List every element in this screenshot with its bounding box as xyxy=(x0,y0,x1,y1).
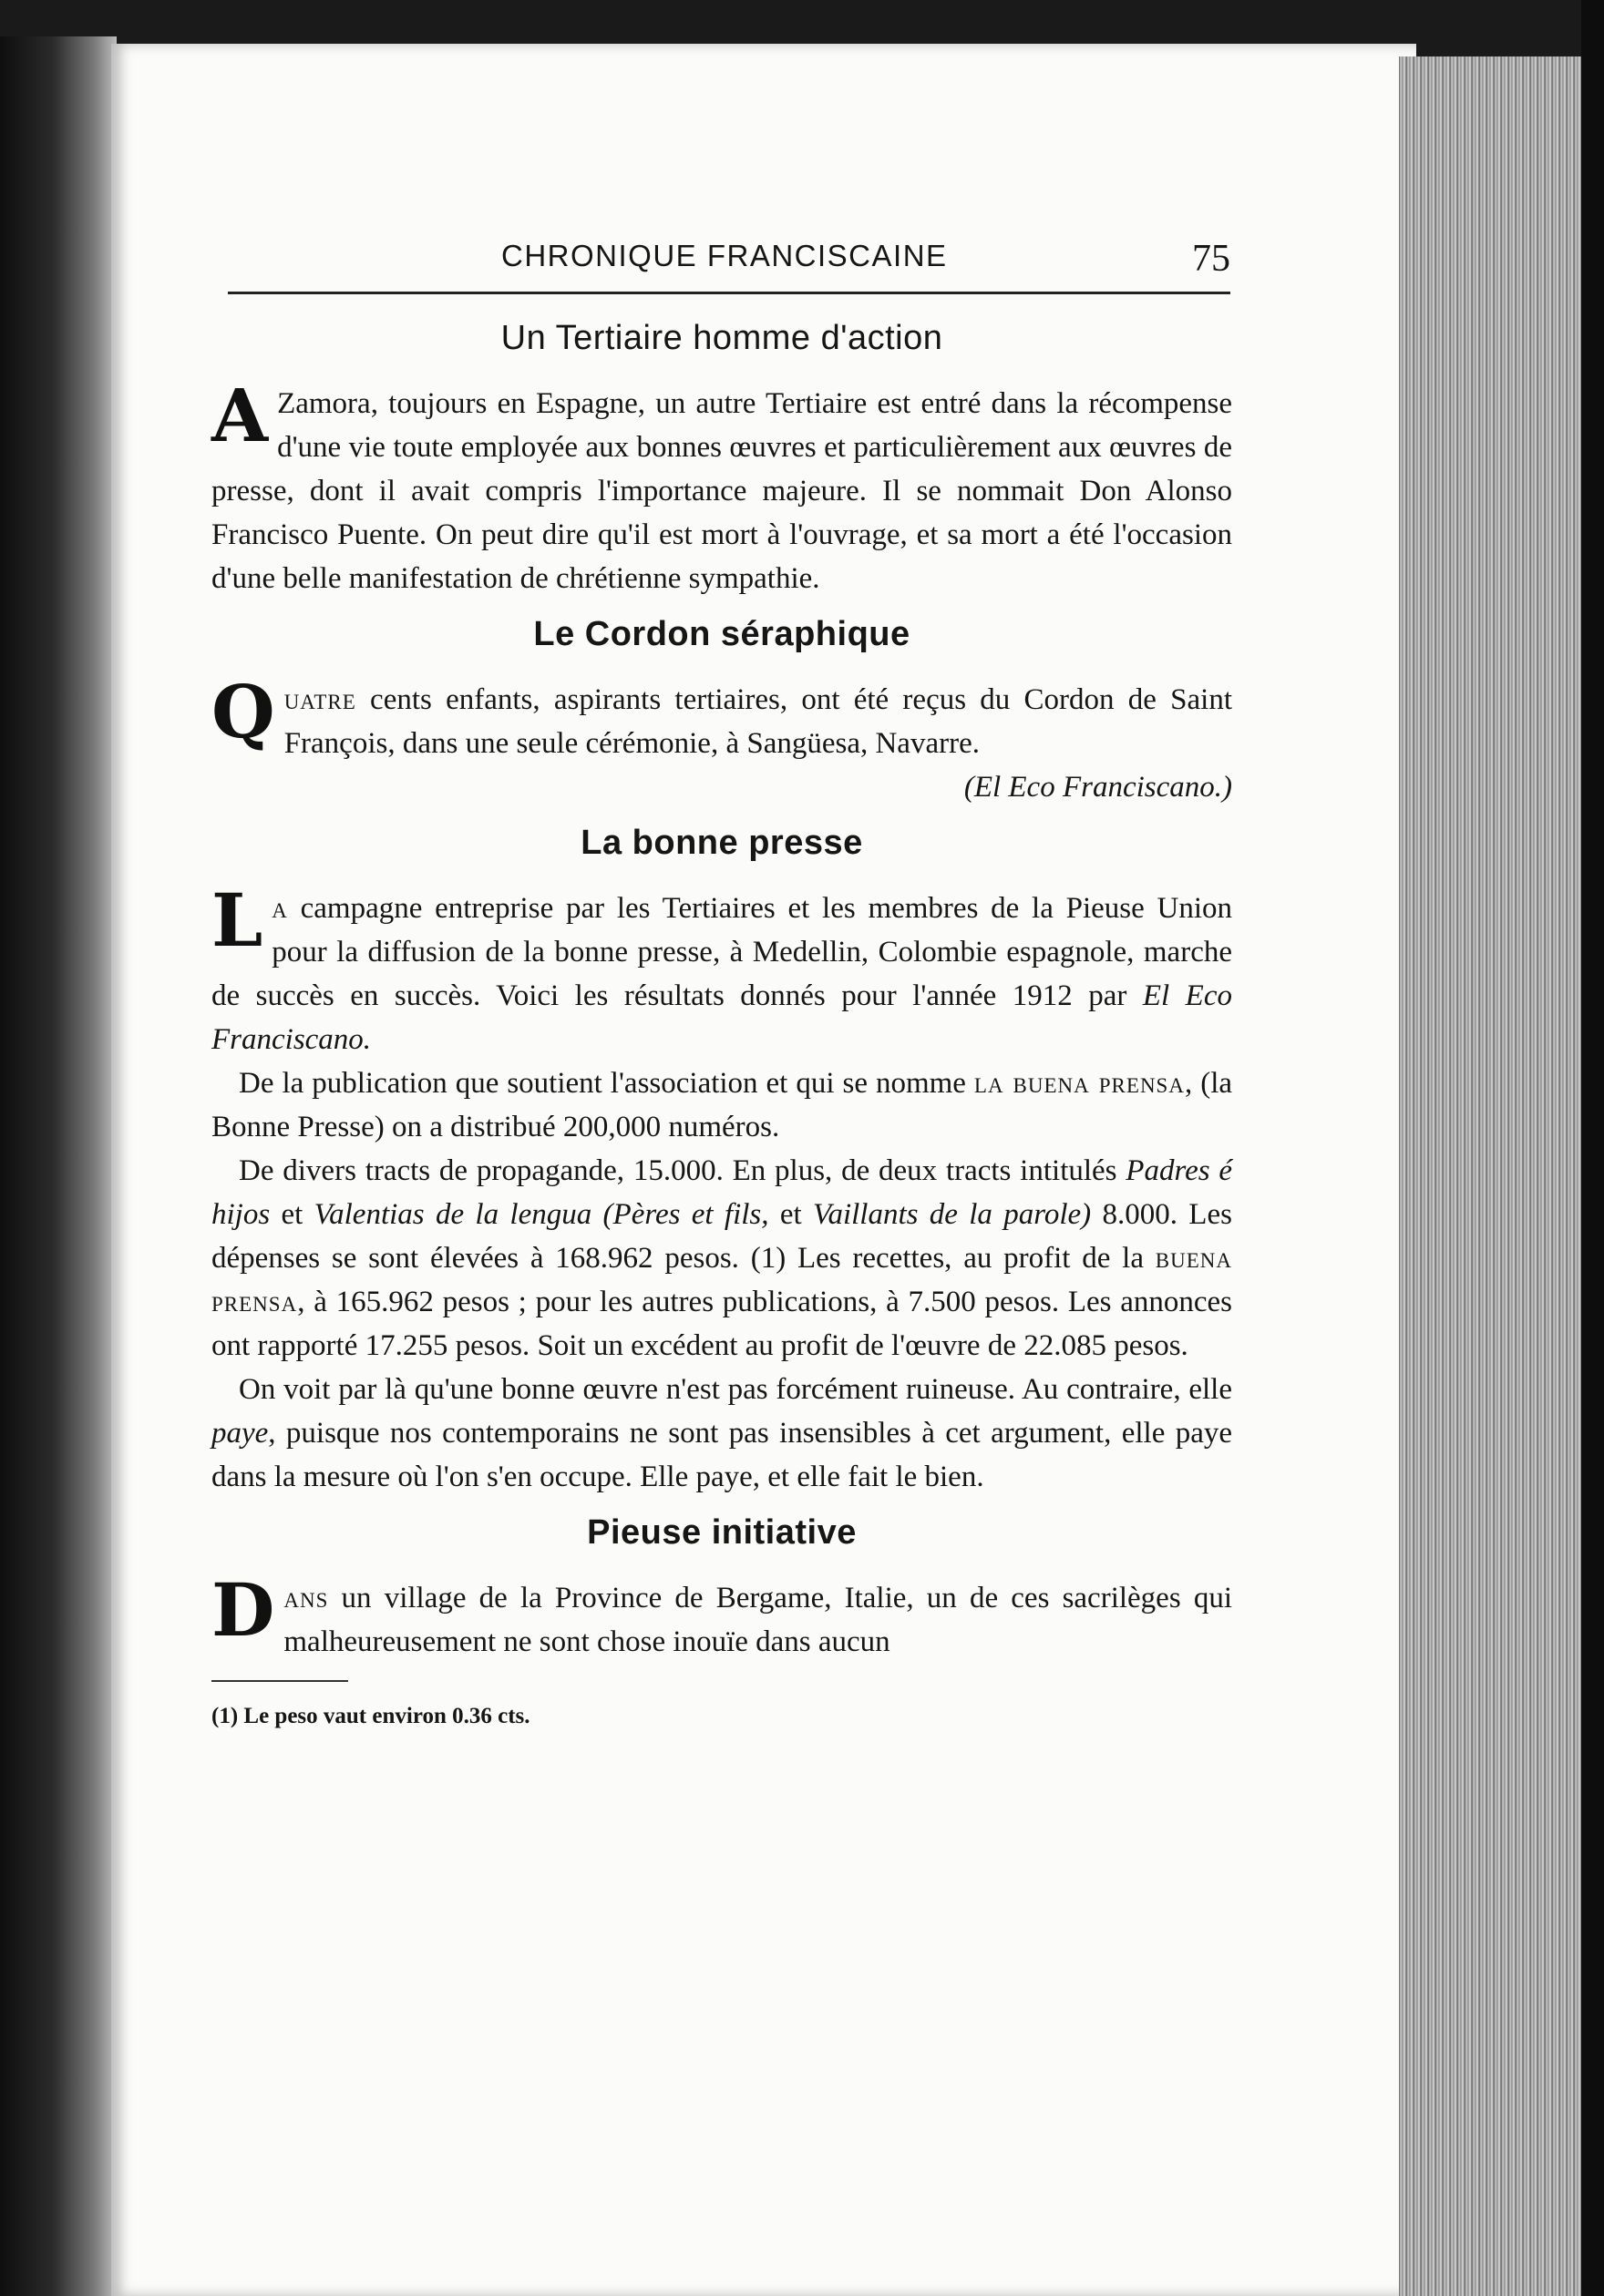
page-number: 75 xyxy=(1192,238,1230,280)
text-run: et xyxy=(768,1198,813,1231)
drop-cap: Q xyxy=(211,669,275,754)
drop-cap: D xyxy=(211,1567,275,1653)
text-run: De divers tracts de propagande, 15.000. En plus, de deux tracts intitulés xyxy=(239,1154,1126,1187)
italic-title: El Eco Franciscano. xyxy=(211,979,1232,1056)
text-run: De la publication que soutient l'association et qui se nomme xyxy=(239,1067,974,1100)
scan-border-right xyxy=(1581,0,1604,2296)
drop-cap: A xyxy=(211,373,269,458)
paragraph xyxy=(211,1567,1232,1664)
italic-run: Padres é hijos xyxy=(211,1154,1232,1231)
section-heading: Pieuse initiative xyxy=(587,1513,857,1552)
footnote: (1) Le peso vaut environ 0.36 cts. xyxy=(211,1704,530,1728)
drop-cap: L xyxy=(211,877,263,963)
paragraph-text: cents enfants, aspirants tertiaires, ont été reçus du Cordon de Saint François, dans une seule cérémonie, à Sangüesa, Navarre. xyxy=(283,683,1232,760)
text-run: et xyxy=(270,1198,314,1231)
italic-run: Valentias de la lengua (Pères et fils, xyxy=(314,1198,769,1231)
section-heading: La bonne presse xyxy=(581,824,863,862)
text-run: , à 165.962 pesos ; pour les autres publications, à 7.500 pesos. Les annonces ont rapporté 17.255 pesos. Soit un excédent au profit de l'œuvre de 22.085 pesos. xyxy=(211,1286,1232,1362)
header-rule xyxy=(228,292,1230,294)
running-title: CHRONIQUE FRANCISCAINE xyxy=(501,239,948,272)
page-header xyxy=(228,226,1230,299)
small-caps-run: buena prensa xyxy=(211,1242,1232,1318)
footnote-rule xyxy=(211,1680,348,1682)
paragraph xyxy=(211,373,1232,600)
paragraph-text: Zamora, toujours en Espagne, un autre Tertiaire est entré dans la récompense d'une vie toute employée aux bonnes œuvres et particulièrement aux œuvres de presse, dont il avait compris l'importance majeure. Il se nommait Don Alonso Francisco Puente. On peut dire qu'il est mort à l'ouvrage, et sa mort a été l'occasion d'une belle manifestation de chrétienne sympathie. xyxy=(211,387,1232,595)
section-heading: Un Tertiaire homme d'action xyxy=(500,319,943,357)
italic-run: paye xyxy=(211,1417,269,1450)
section-cordon xyxy=(211,615,1232,809)
paragraph xyxy=(211,877,1232,1061)
text-run: On voit par là qu'une bonne œuvre n'est pas forcément ruineuse. Au contraire, elle xyxy=(239,1373,1232,1406)
paragraph-text: campagne entreprise par les Tertiaires et les membres de la Pieuse Union pour la diffusion de la bonne presse, à Medellin, Colombie espagnole, marche de succès en succès. Voici les résultats donnés pour l'année 1912 par xyxy=(211,892,1232,1012)
section-pieuse-initiative xyxy=(211,1513,1232,1664)
attribution: (El Eco Franciscano.) xyxy=(963,771,1232,804)
small-caps-lead: uatre xyxy=(283,683,356,716)
paragraph xyxy=(211,669,1232,765)
italic-run: Vaillants de la parole) xyxy=(812,1198,1092,1231)
text-run: 8.000. Les dépenses se sont élevées à 168.962 pesos. (1) Les recettes, au profit de la xyxy=(211,1198,1232,1275)
paragraph xyxy=(211,1149,1232,1368)
paragraph xyxy=(211,1061,1232,1149)
small-caps-run: la buena prensa xyxy=(973,1067,1185,1100)
section-bonne-presse xyxy=(211,824,1232,1499)
small-caps-lead: a xyxy=(272,892,288,925)
page-stack-edge xyxy=(1399,56,1581,2296)
text-run: , puisque nos contemporains ne sont pas insensibles à cet argument, elle paye dans la mesure où l'on s'en occupe. Elle paye, et elle fait le bien. xyxy=(211,1417,1232,1493)
section-tertiaire xyxy=(211,319,1232,600)
section-heading: Le Cordon séraphique xyxy=(533,615,910,653)
small-caps-lead: ans xyxy=(283,1582,329,1614)
page-content xyxy=(211,319,1232,1738)
paragraph-text: un village de la Province de Bergame, Italie, un de ces sacrilèges qui malheureusement ne sont chose inouïe dans aucun xyxy=(283,1582,1232,1658)
text-run: , (la Bonne Presse) on a distribué 200,000 numéros. xyxy=(211,1067,1233,1143)
book-spine xyxy=(0,36,117,2296)
paragraph xyxy=(211,1368,1232,1499)
